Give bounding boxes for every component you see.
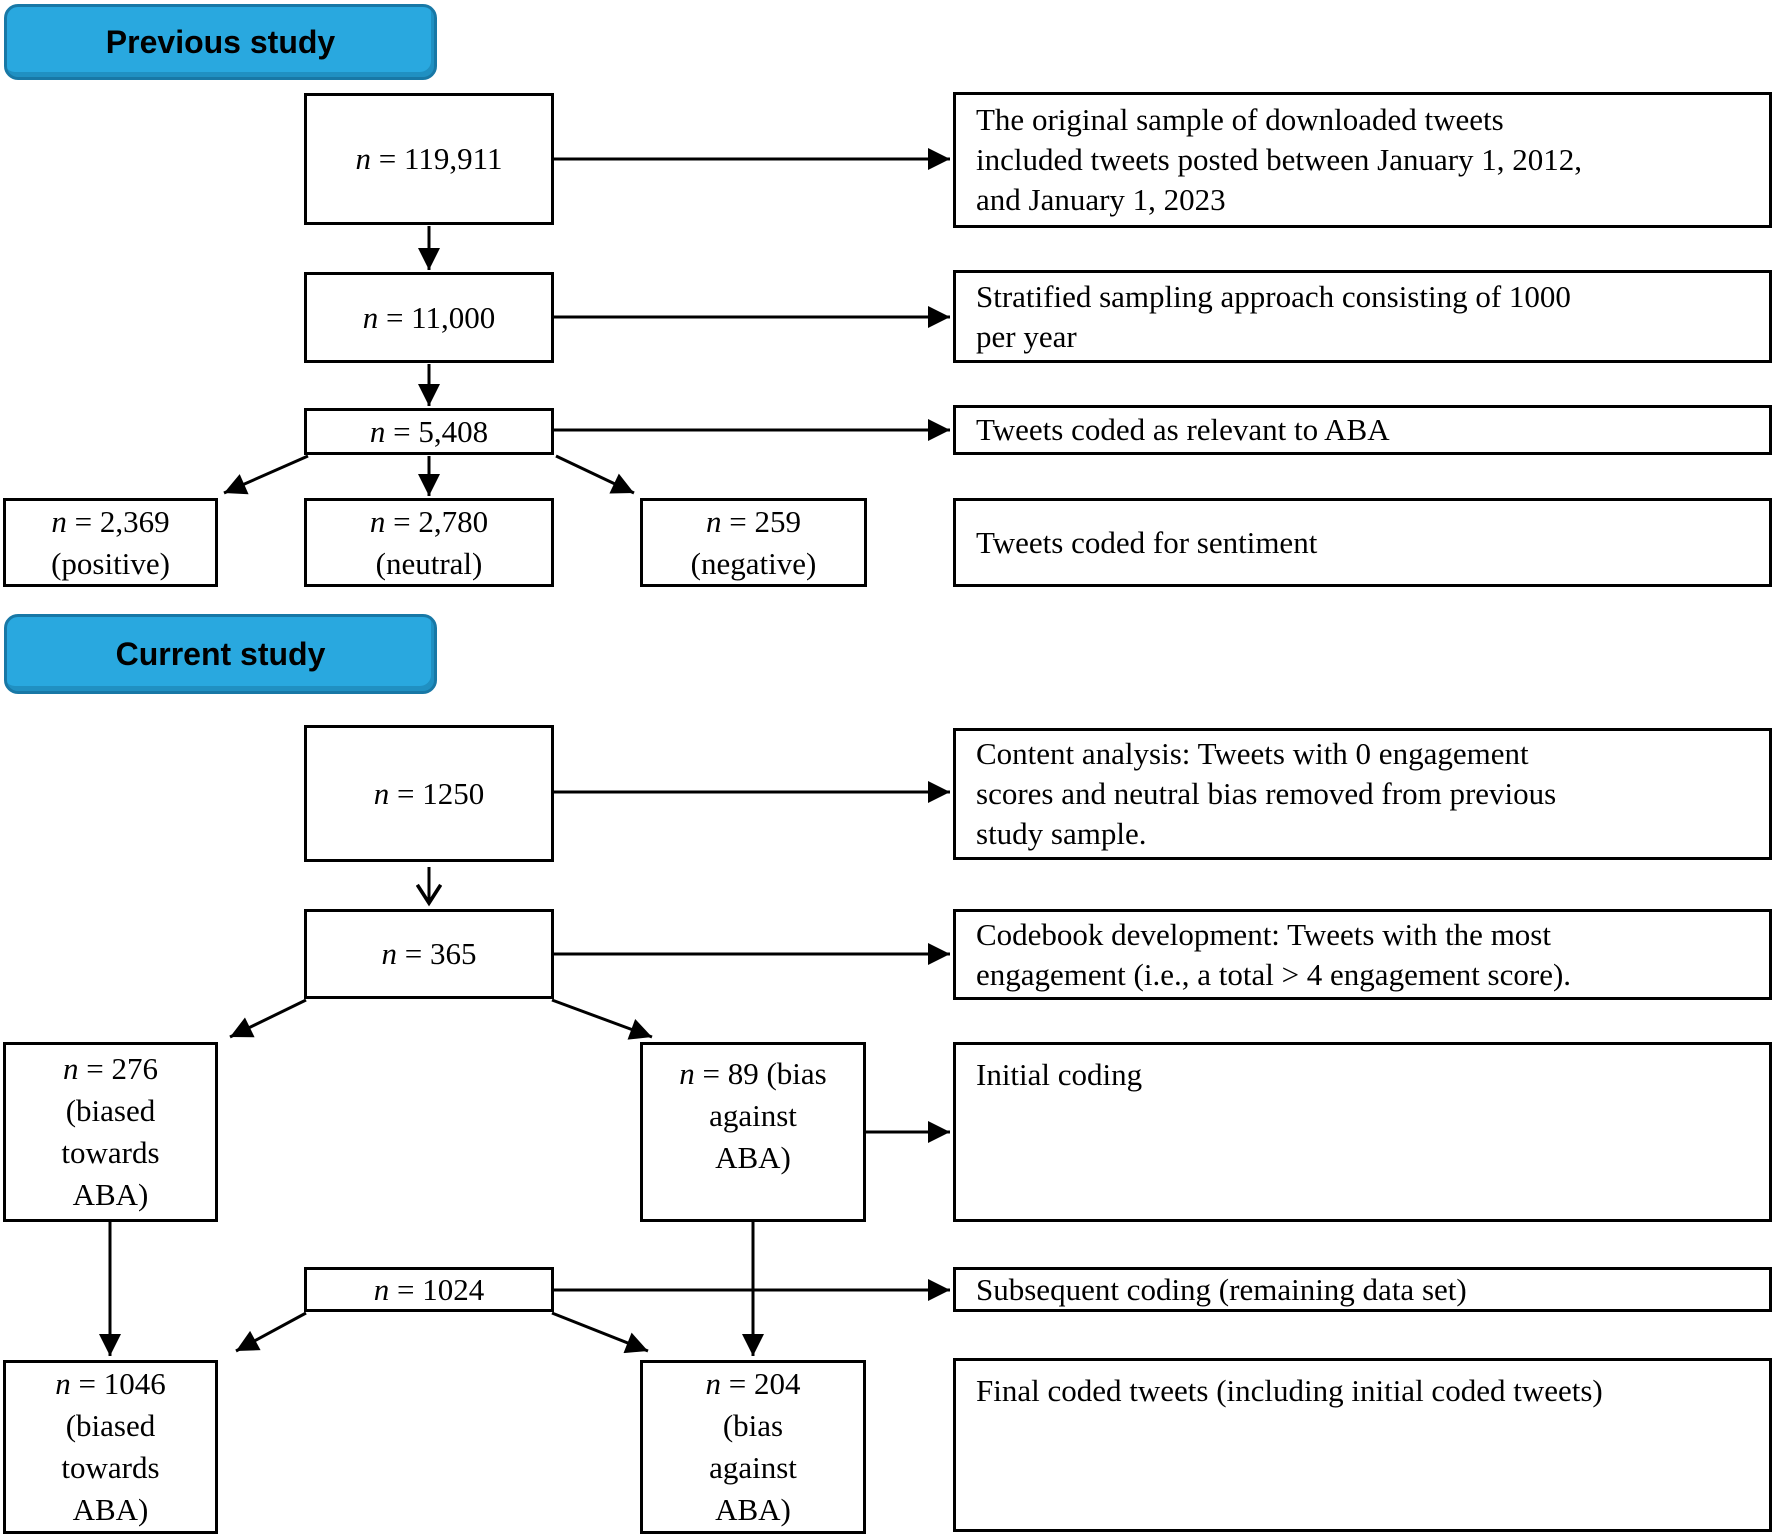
note-line: engagement (i.e., a total > 4 engagement score).: [976, 956, 1572, 992]
note-line: Initial coding: [976, 1057, 1143, 1092]
count-text: (biased: [65, 1408, 156, 1443]
note-line: scores and neutral bias removed from previous: [976, 776, 1557, 811]
note-line: Final coded tweets (including initial coded tweets): [976, 1373, 1603, 1408]
note-line: Tweets coded as relevant to ABA: [976, 412, 1390, 447]
note-box-relevant: [953, 405, 1772, 455]
arrow-subsequent-to-final-towards: [236, 1313, 306, 1351]
count-text: (biased: [65, 1093, 156, 1128]
note-line: Stratified sampling approach consisting of 1000: [976, 278, 1571, 314]
count-text: n = 5,408: [369, 413, 489, 449]
count-text: n = 1046: [55, 1366, 166, 1401]
count-box-positive: [3, 498, 218, 587]
previous-study-label: Previous study: [105, 23, 336, 60]
count-box-content-analysis: [304, 725, 554, 862]
note-box-sentiment: [953, 498, 1772, 587]
note-box-codebook: [953, 909, 1772, 1000]
count-text: n = 259: [706, 503, 801, 539]
count-text: ABA): [72, 1177, 149, 1212]
note-box-subsequent-coding: [953, 1267, 1772, 1312]
count-text: n = 89 (bias: [679, 1056, 827, 1091]
count-text: n = 365: [381, 936, 477, 971]
count-box-codebook: [304, 909, 554, 999]
current-study-label: Current study: [115, 635, 326, 672]
arrow-codebook-to-towards: [230, 1000, 306, 1037]
count-text: ABA): [715, 1140, 791, 1175]
count-text: n = 2,780: [369, 503, 489, 539]
note-line: Subsequent coding (remaining data set): [976, 1271, 1467, 1307]
arrow-subsequent-to-final-against: [552, 1313, 648, 1351]
note-line: Codebook development: Tweets with the most: [976, 916, 1551, 952]
count-box-initial-towards: [3, 1042, 218, 1222]
count-text: n = 276: [63, 1051, 158, 1086]
arrow-relevant-to-positive: [224, 456, 308, 493]
count-text: (neutral): [375, 545, 483, 581]
count-box-final-against: [640, 1360, 866, 1534]
note-box-stratified: [953, 270, 1772, 363]
note-box-downloaded: [953, 92, 1772, 228]
current-study-header: [4, 614, 437, 694]
note-line: per year: [976, 318, 1077, 354]
count-box-initial-against: [640, 1042, 866, 1222]
note-box-content-analysis: [953, 728, 1772, 860]
note-line: Content analysis: Tweets with 0 engagement: [976, 736, 1529, 771]
count-text: towards: [61, 1135, 160, 1170]
count-text: n = 119,911: [355, 141, 503, 176]
count-text: ABA): [715, 1492, 791, 1527]
count-text: n = 11,000: [362, 299, 496, 335]
count-text: n = 2,369: [51, 503, 170, 539]
count-text: n = 204: [705, 1366, 801, 1401]
count-box-relevant: [304, 408, 554, 455]
note-line: included tweets posted between January 1, 2012,: [976, 142, 1583, 177]
count-box-final-towards: [3, 1360, 218, 1534]
count-text: against: [709, 1450, 797, 1485]
note-line: Tweets coded for sentiment: [976, 524, 1318, 560]
count-box-downloaded: [304, 93, 554, 225]
note-box-initial-coding: [953, 1042, 1772, 1222]
count-box-subsequent: [304, 1267, 554, 1312]
note-line: The original sample of downloaded tweets: [976, 102, 1504, 137]
count-box-negative: [640, 498, 867, 587]
count-text: against: [709, 1098, 797, 1133]
count-text: (negative): [690, 545, 817, 581]
note-line: and January 1, 2023: [976, 182, 1226, 217]
arrow-relevant-to-negative: [556, 456, 634, 493]
count-box-neutral: [304, 498, 554, 587]
note-line: study sample.: [976, 816, 1147, 851]
previous-study-header: [4, 4, 437, 80]
count-text: n = 1250: [373, 775, 485, 811]
note-box-final-coded: [953, 1358, 1772, 1532]
count-text: ABA): [72, 1492, 149, 1527]
count-text: (bias: [722, 1408, 784, 1443]
count-box-stratified: [304, 272, 554, 363]
count-text: towards: [61, 1450, 160, 1485]
count-text: (positive): [51, 545, 170, 581]
count-text: n = 1024: [373, 1271, 485, 1307]
arrow-codebook-to-against: [552, 1000, 652, 1037]
